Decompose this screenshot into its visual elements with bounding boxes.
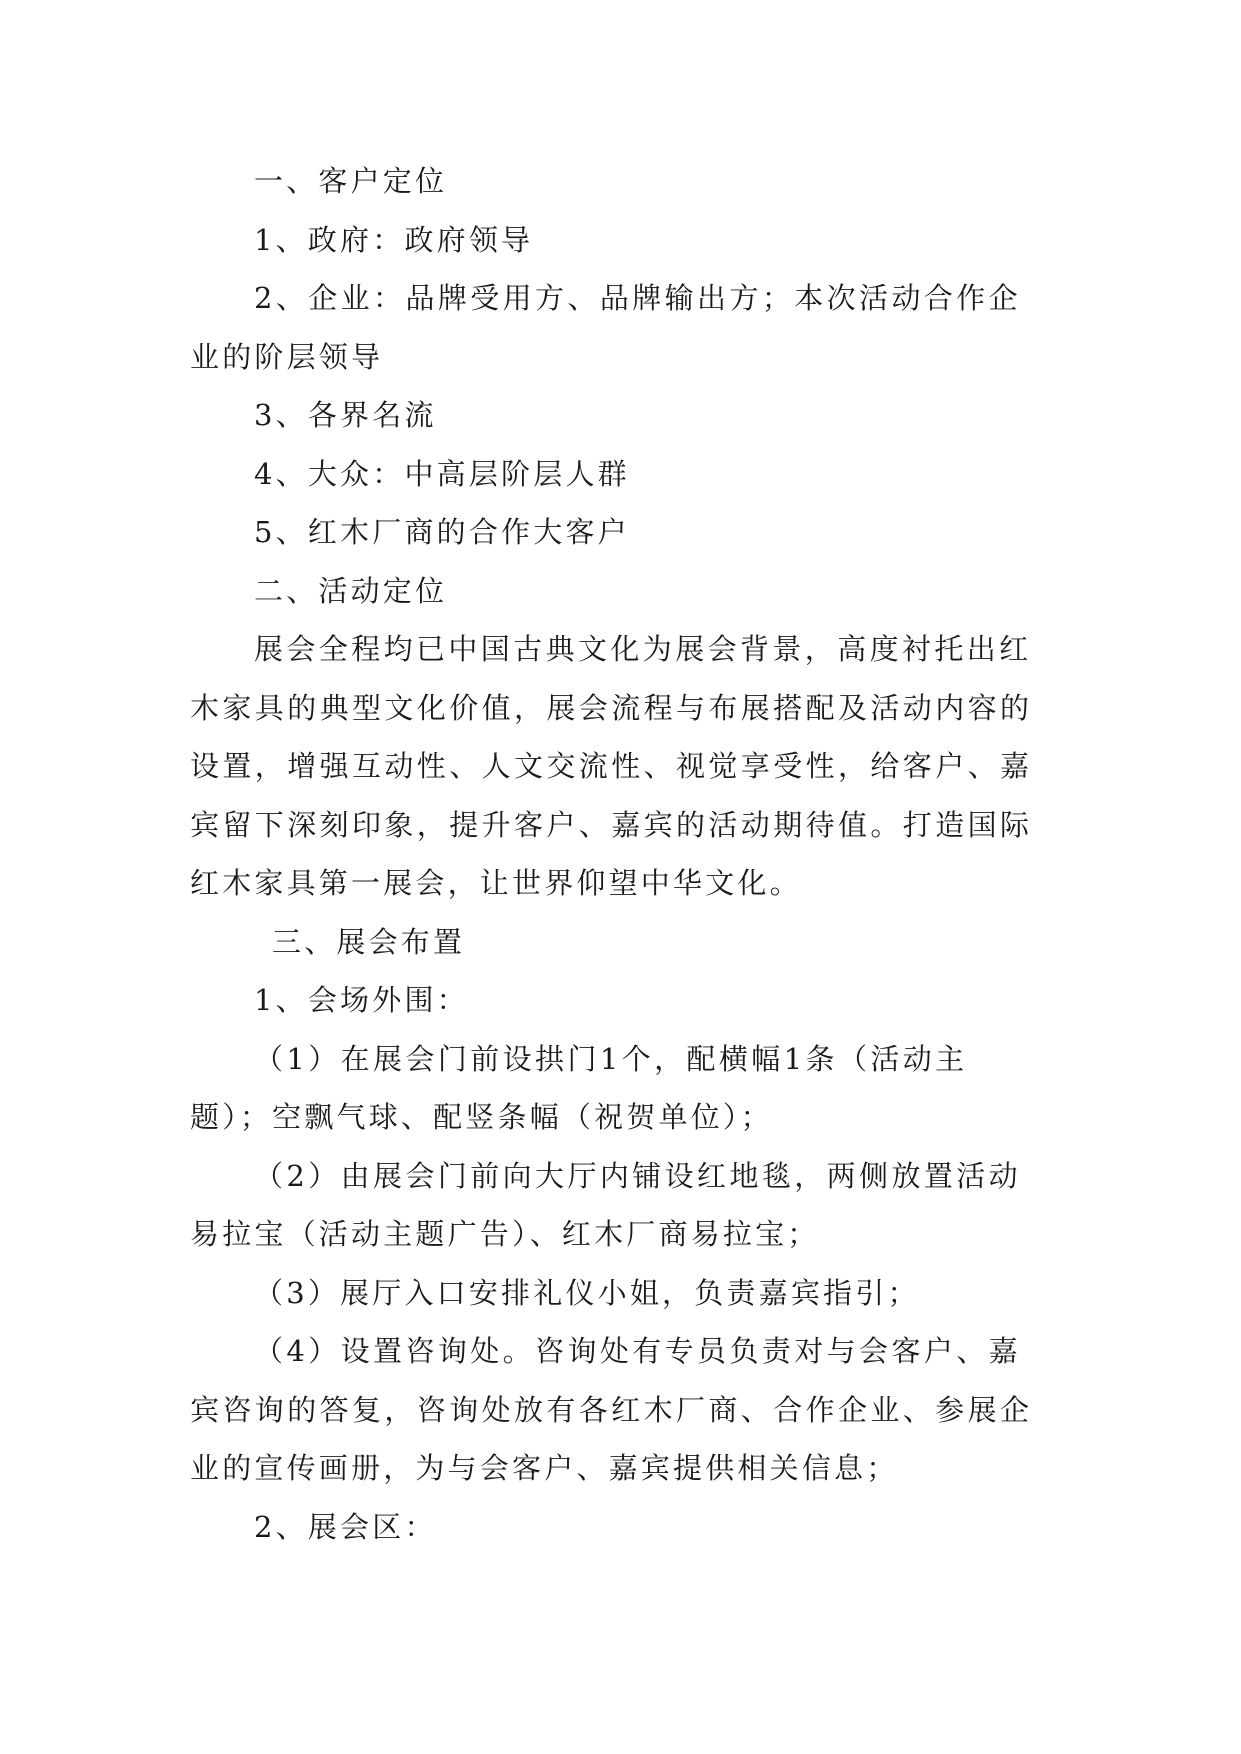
list-item-enterprise: 2、企业：品牌受用方、品牌输出方；本次活动合作企: [254, 281, 1022, 315]
list-item-celebrities: 3、各界名流: [254, 398, 437, 432]
subheading-exhibition-area: 2、展会区：: [254, 1509, 437, 1544]
list-item-red-carpet: （2）由展会门前向大厅内铺设红地毯，两侧放置活动: [254, 1158, 1022, 1193]
paragraph-line: 展会全程均已中国古典文化为展会背景，高度衬托出红: [254, 632, 1032, 666]
list-item-arch: （1）在展会门前设拱门1个，配横幅1条（活动主: [254, 1041, 968, 1076]
section-heading-exhibition-layout: 三、展会布置: [272, 924, 466, 959]
document-body: [190, 152, 1050, 1556]
list-item-arch-continued: 题）；空飘气球、配竖条幅（祝贺单位）；: [190, 1100, 773, 1134]
paragraph-line: 红木家具第一展会，让世界仰望中华文化。: [190, 866, 802, 900]
paragraph-line: 宾留下深刻印象，提升客户、嘉宾的活动期待值。打造国际: [190, 807, 1033, 842]
list-item-enterprise-continued: 业的阶层领导: [190, 339, 384, 374]
list-item-etiquette: （3）展厅入口安排礼仪小姐，负责嘉宾指引；: [254, 1275, 920, 1310]
list-item-public: 4、大众：中高层阶层人群: [254, 456, 630, 491]
list-item-key-clients: 5、红木厂商的合作大客户: [254, 515, 630, 549]
section-heading-customer-positioning: 一、客户定位: [254, 164, 448, 198]
list-item-government: 1、政府：政府领导: [254, 222, 534, 257]
list-item-consultation-continued: 宾咨询的答复，咨询处放有各红木厂商、合作企业、参展企: [190, 1392, 1033, 1427]
list-item-consultation: （4）设置咨询处。咨询处有专员负责对与会客户、嘉: [254, 1334, 1022, 1368]
paragraph-line: 设置，增强互动性、人文交流性、视觉享受性，给客户、嘉: [190, 749, 1033, 783]
paragraph-line: 木家具的典型文化价值，展会流程与布展搭配及活动内容的: [190, 690, 1033, 725]
list-item-consultation-continued: 业的宣传画册，为与会客户、嘉宾提供相关信息；: [190, 1451, 899, 1485]
subheading-venue-perimeter: 1、会场外围：: [254, 983, 469, 1017]
section-heading-event-positioning: 二、活动定位: [254, 573, 448, 608]
list-item-red-carpet-continued: 易拉宝（活动主题广告）、红木厂商易拉宝；: [190, 1217, 820, 1251]
